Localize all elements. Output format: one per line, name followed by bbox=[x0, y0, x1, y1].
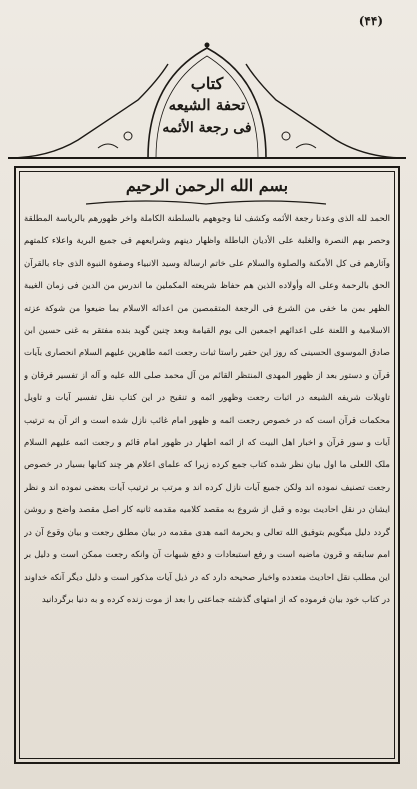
title-line-2: تحفة الشیعه bbox=[168, 96, 246, 114]
title-line-1: کتاب bbox=[190, 74, 224, 93]
title-cartouche bbox=[8, 40, 406, 162]
body-text bbox=[24, 208, 390, 756]
page-number: (۴۴) bbox=[358, 14, 383, 28]
bismillah-flourish-icon bbox=[86, 198, 326, 206]
body-paragraph: الحمد لله الذی وعدنا رجعة الأئمه وکشف لنا وجوههم بالسلطنة الکاملة واخر ظهورهم بالریاسة المطلقة وحصر بهم النصرة والغلبة علی الأدیان الباطلة واظهار دینهم وشرایعهم فی جمیع البریة واعلاء کلمتهم وآثارهم فی کل الأمکنة والصلوة والسلام علی خاتم ارسالة وسید الانبیاء وصفوة النبوة الذی جاء بالقرآن الحق بالرحمة وعلی اله وأولاده الذین هم حفاظ شریعته المکملین ما اندرس من الدین فی زمان الغیبة الظهر بمن ما خفی من الشرع فی الرجعة المتقمصین من اعدائه الاسلام بما ضیعوا من شوکة عزته الاسلامیة و اللعنة علی اعدائهم اجمعین الی یوم القیامة وبعد چنین گوید بنده مفتقر به غنی حسین ابن صادق الموسوی الحسینی که روز این حقیر راستا ثبات رجعت ائمه طاهرین علیهم السلام انحصاری بآیات قرآن و دستور بعد از ظهور المهدی المنتظر القائم من آل محمد صلی الله علیه و آله از تفسیر فرقان و تاویلات شریفه الشیعه در اثبات رجعت وظهور ائمه و تنقیح در این کتاب نقل تفسیر آیات و تاویل محکمات قرآن است که در خصوص رجعت ائمه و ظهور امام غائب نازل شده است و اثر آن به ترتیب آیات و سور قرآن و اخبار اهل البیت که از ائمه اطهار در ظهور امام قائم و رجعت ائمه علیهم السلام ملک اللعلی ما اول بیان نظر شده کتاب جمع کرده زیرا که علمای اعلام هر چند کتابها بسیار در خصوص رجعت تصنیف نموده اند ولکن جمیع آیات نازل کرده اند و مرتب بر ترتیب آیات بعضی نموده اند و نظر ایشان در نقل احادیث بوده و قبل از شروع به مقصد کلامیه مقدمه ثانیه کار اصل مقصد واضح و روشن گردد دلیل میگویم بتوفیق الله تعالی و بحرمة ائمه هدی مقدمه در بیان مطلق رجعت و بیان وقوع آن در امم سابقه و قرون ماضیه است و رفع استبعادات و دفع شبهات آن وانکه رجعت ممکن است و دلیل بر این مطلب نقل احادیث متعدده واخبار صحیحه دارد که در ذیل آیات مذکور است و دلیل دیگر آنکه خداوند در کتاب خود بیان فرموده که از امتهای گذشته جماعتی را بعد از موت زنده کرده و به دنیا برگردانید bbox=[24, 214, 390, 605]
bismillah-heading: بسم الله الرحمن الرحیم bbox=[125, 176, 289, 195]
title-line-3: فی رجعة الأئمه bbox=[162, 120, 252, 136]
text-frame bbox=[14, 166, 400, 764]
